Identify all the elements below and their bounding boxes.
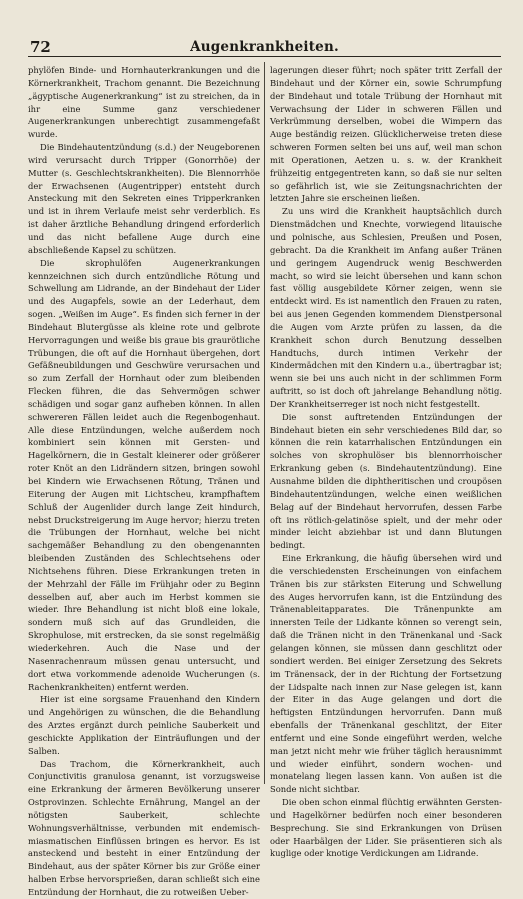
paragraph: Die sonst auftretenden Entzündungen der Bindehaut bieten ein sehr verschiedenes Bild dar, so können die rein katarrhalischen Entzündungen ein solches von skrophulöser bis blennorrhoischer Erkrankung geben (s. Bindehautentzündung). Eine Ausnahme bilden die diphtheritischen und croupösen Bindehautentzündungen, welche einen weißlichen Belag auf der Bindehaut hervorrufen, dessen Farbe oft ins rötlich-gelatinöse spielt, und der mehr oder minder leicht abziehbar ist und dann Blutungen bedingt. [270,411,502,551]
paragraph: Zu uns wird die Krankheit hauptsächlich durch Dienstmädchen und Knechte, vorwiegend litauische und polnische, aus Schlesien, Preußen und Posen, gebracht. Da die Krankheit im Anfang außer Tränen und geringem Augendruck wenig Beschwerden macht, so wird sie leicht übersehen und kann schon fast völlig ausgebildete Körner zeigen, wenn sie entdeckt wird. Es ist namentlich den Frauen zu raten, bei aus jenen Gegenden kommendem Dienstpersonal die Augen vom Arzte prüfen zu lassen, da die Krankheit schon durch Benutzung desselben Handtuchs, durch intimen Verkehr der Kindermädchen mit den Kindern u.a., übertragbar ist; wenn sie bei uns auch nicht in der schlimmen Form auftritt, so ist doch oft jahrelange Behandlung nötig. Der Krankheitserreger ist noch nicht festgestellt. [270,206,502,409]
paragraph: Die oben schon einmal flüchtig erwähnten Gersten- und Hagelkörner bedürfen noch einer besonderen Besprechung. Sie sind Erkrankungen von Drüsen oder Haarbälgen der Lider. Sie präsentieren sich als kuglige oder knotige Verdickungen am Lidrande. [270,797,502,859]
column-divider [264,62,265,784]
paragraph: Eine Erkrankung, die häufig übersehen wird und die verschiedensten Erscheinungen von einfachem Tränen bis zur stärksten Eiterung und Schwellung des Auges hervorrufen kann, ist die Entzündung des Tränenableitapparates. Die Tränenpunkte am innersten Teile der Lidkante können so verengt sein, daß die Tränen nicht in den Tränenkanal und -Sack gelangen können, sie müssen dann geschlitzt oder sondiert werden. Bei einiger Zersetzung des Sekrets im Tränensack, der in der Richtung der Fortsetzung der Lidspalte nach innen zur Nase gelegen ist, kann der Eiter in das Auge gelangen und dort die heftigsten Entzündungen hervorrufen. Dann muß ebenfalls der Tränenkanal geschlitzt, der Eiter entfernt und eine Sonde eingeführt werden, welche man jetzt nicht mehr wie früher täglich herausnimmt und wieder einführt, sondern wochen- und monatelang liegen lassen kann. Von außen ist die Sonde nicht sichtbar. [270,553,502,795]
left-text-column [28,64,260,897]
running-title: Augenkrankheiten. [190,39,339,55]
paragraph: lagerungen dieser führt; noch später tritt Zerfall der Bindehaut und der Körner ein, sowie Schrumpfung der Bindehaut und totale Trübung der Hornhaut mit Verwachsung der Lider in schweren Fällen und Verkrümmung derselben, wobei die Wimpern das Auge beständig reizen. Glücklicherweise treten diese schweren Formen selten bei uns auf, weil man schon mit Operationen, Aetzen u. s. w. der Krankheit frühzeitig entgegentreten kann, so daß sie nur selten so gefährlich ist, wie sie Zeitungsnachrichten der letzten Jahre sie erscheinen ließen. [270,65,502,204]
paragraph: Das Trachom, die Körnerkrankheit, auch Conjunctivitis granulosa genannt, ist vorzugsweise eine Erkrankung der ärmeren Bevölkerung unserer Ostprovinzen. Schlechte Ernährung, Mangel an der nötigsten Sauberkeit, schlechte Wohnungsverhältnisse, verbunden mit endemisch-miasmatischen Einflüssen bringen es hervor. Es ist ansteckend und besteht in einer Entzündung der Bindehaut, aus der später Körner bis zur Größe einer halben Erbse hervorsprießen, daran schließt sich eine Entzündung der Hornhaut, die zu rotweißen Ueber- [28,758,260,897]
right-text-column [270,64,502,859]
paragraph: phylöfen Binde- und Hornhauterkrankungen und die Körnerkrankheit, Trachom genannt. Die Bezeichnung „ägyptische Augenerkrankung“ ist zu streichen, da in ihr eine Summe ganz verschiedener Augenerkrankungen unberechtigt zusammengefaßt wurde. [28,65,260,140]
paragraph: Die skrophulöfen Augenerkrankungen kennzeichnen sich durch entzündliche Rötung und Schwellung am Lidrande, an der Bindehaut der Lider und des Augapfels, sowie an der Lederhaut, dem sogen. „Weißen im Auge“. Es finden sich ferner in der Bindehaut Blutergüsse als kleine rote und gelbrote Hervorragungen und weiße bis graue bis graurötliche Trübungen, die oft auf die Hornhaut übergehen, dort Gefäßneubildungen und Geschwüre verursachen und so zum Zerfall der Hornhaut oder zum bleibenden Flecken führen, die das Sehvermögen schwer schädigen und sogar ganz aufheben können. In allen schwereren Fällen leidet auch die Regenbogenhaut. Alle diese Entzündungen, welche außerdem noch kombiniert sein können mit Gersten- und Hagelkörnern, die in Gestalt kleinerer oder größerer roter Knöt an den Lidrändern sitzen, bringen sowohl bei Kindern wie Erwachsenen Rötung, Tränen und Eiterung der Augen mit Lichtscheu, krampfhaftem Schluß der Augenlider durch lange Zeit hindurch, nebst Druckstreigerung im Auge hervor; hierzu treten die Trübungen der Hornhaut, welche bei nicht sachgemäßer Behandlung zu den obengenannten bleibenden Zuständen des Schlechtsehens oder Nichtsehens führen. Diese Erkrankungen treten in der Mehrzahl der Fälle im Frühjahr oder zu Beginn desselben auf, aber auch im Herbst kommen sie wieder. Ihre Behandlung ist nicht bloß eine lokale, sondern muß sich auf das Grundleiden, die Skrophulose, mit erstrecken, da sie sonst regelmäßig wiederkehren. Auch die Nase und der Nasenrachenraum müssen genau untersucht, und dort etwa vorkommende adenoide Wucherungen (s. Rachenkrankheiten) entfernt werden. [28,257,260,692]
paragraph: Die Bindehautentzündung (s.d.) der Neugeborenen wird verursacht durch Tripper (Gonorrhöe) der Mutter (s. Geschlechtskrankheiten). Die Blennorrhöe der Erwachsenen (Augentripper) entsteht durch Ansteckung mit den Sekreten eines Tripperkranken und ist in ihrem Verlaufe meist sehr verderblich. Es ist daher ärztliche Behandlung dringend erforderlich und das nicht befallene Auge durch eine abschließende Kapsel zu schützen. [28,142,260,255]
page-header [28,38,501,57]
paragraph: Hier ist eine sorgsame Frauenhand den Kindern und Angehörigen zu wünschen, die die Behandlung des Arztes ergänzt durch peinliche Sauberkeit und geschickte Applikation der Einträuflungen und der Salben. [28,694,260,756]
page-number: 72 [30,38,51,56]
